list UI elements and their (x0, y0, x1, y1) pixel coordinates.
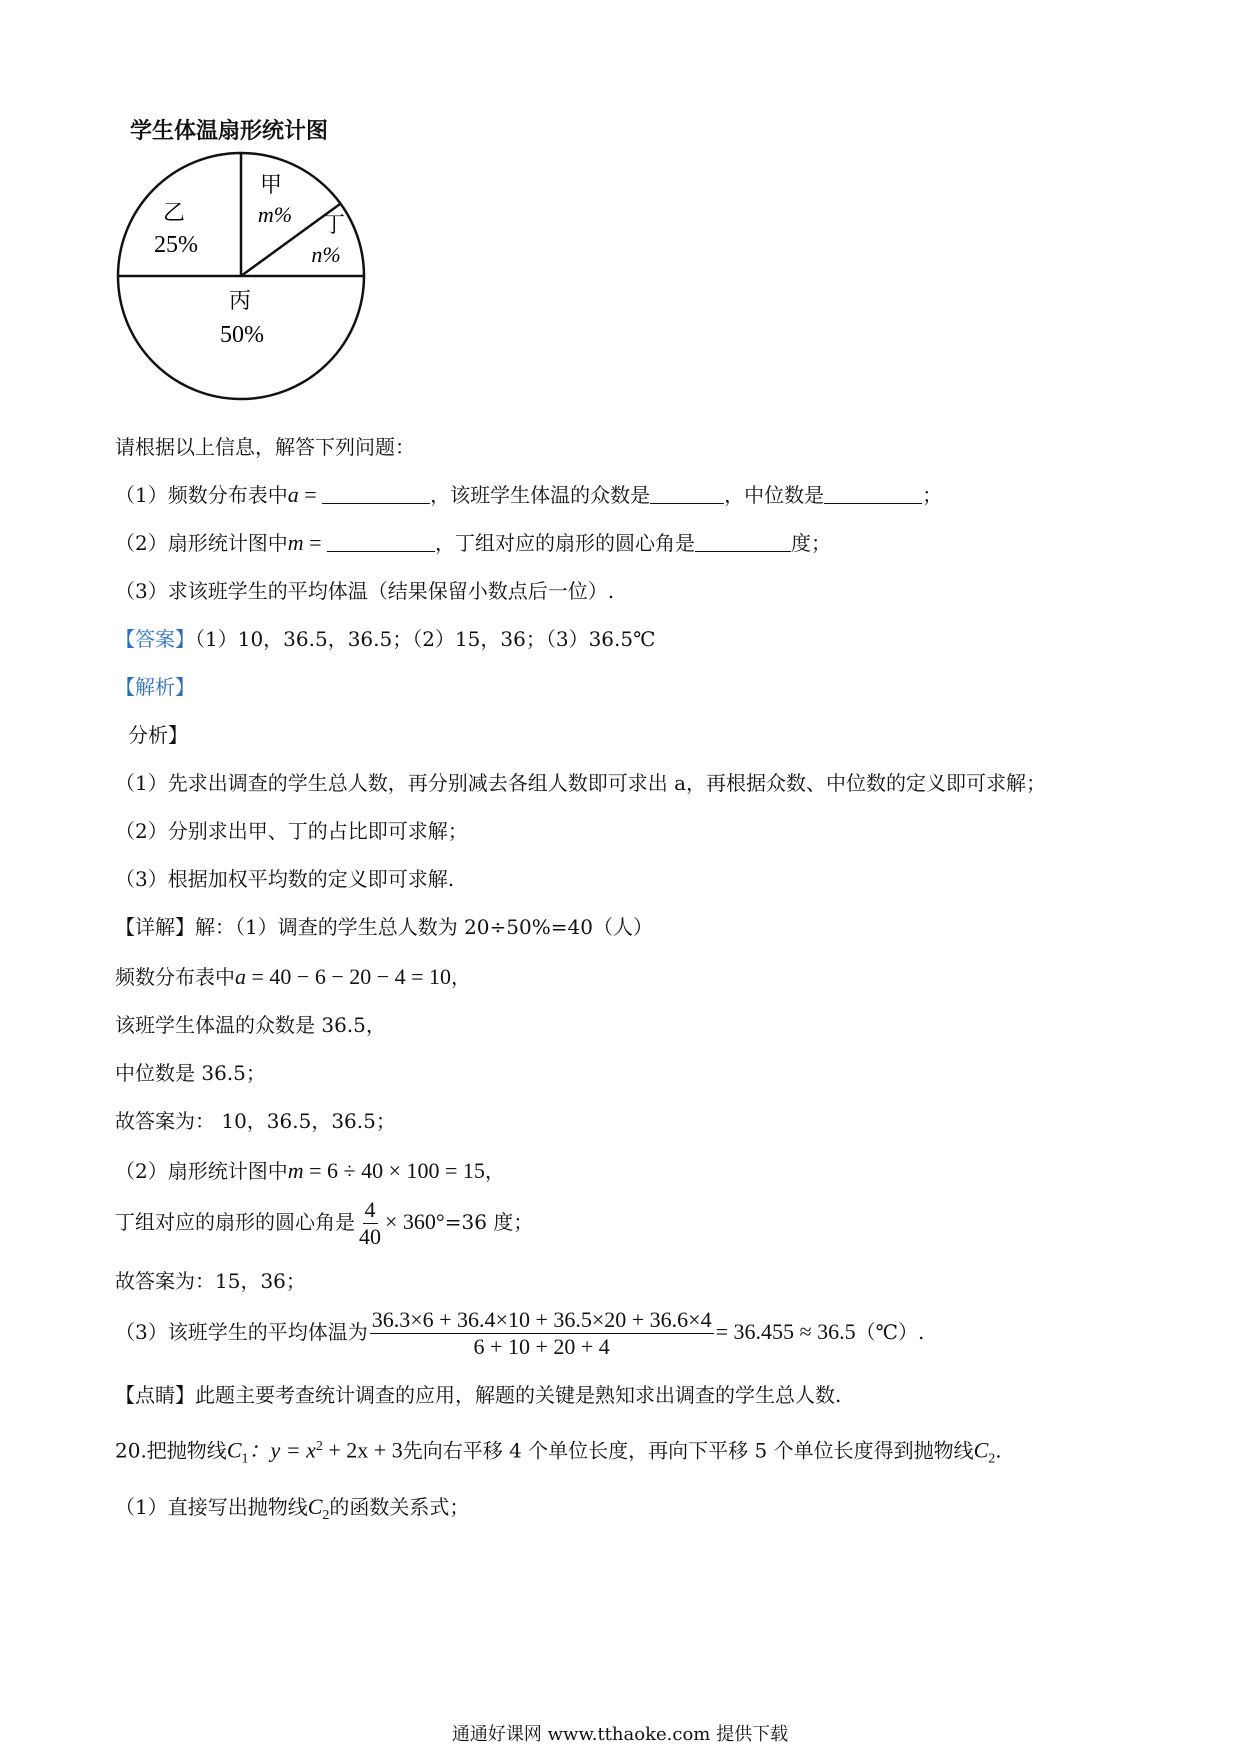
detail-line-8 (115, 1302, 924, 1362)
slice-label-bing-name: 丙 (228, 289, 252, 314)
analysis-tag (115, 672, 195, 702)
mean-denominator: 6 + 10 + 20 + 4 (473, 1334, 610, 1359)
q1-text-d: ； (922, 483, 943, 507)
d1-suffix: ， (451, 965, 472, 989)
p20-c1: C (226, 1437, 242, 1463)
problem-20 (115, 1432, 1002, 1475)
p20-sup: 2 (315, 1439, 323, 1454)
fenxi-step-3: （3）根据加权平均数的定义即可求解. (115, 867, 455, 891)
fraction-numerator: 4 (364, 1197, 376, 1222)
detail-line-2: 该班学生体温的众数是 36.5， (115, 1013, 386, 1037)
slice-label-jia-name: 甲 (259, 173, 283, 198)
d5-math: = 6 ÷ 40 × 100 = 15 (303, 1158, 485, 1183)
answer-blank-a[interactable] (322, 481, 430, 504)
p20-q1-sub: 2 (322, 1508, 330, 1523)
eq-sign: = (303, 530, 328, 555)
dianjing-line: 【点睛】此题主要考查统计调查的应用，解题的关键是熟知求出调查的学生总人数. (115, 1383, 842, 1407)
mean-fraction (370, 1307, 714, 1360)
question-3: （3）求该班学生的平均体温（结果保留小数点后一位）. (115, 579, 615, 603)
p20-c2-sub: 2 (988, 1451, 996, 1467)
p20-c2: C (973, 1437, 989, 1463)
fenxi-heading: 分析】 (128, 723, 188, 747)
q2-text-b: ，丁组对应的扇形的圆心角是 (435, 531, 696, 555)
slice-label-bing-value: 50% (220, 322, 264, 348)
d8-prefix: （3）该班学生的平均体温为 (115, 1320, 368, 1344)
detail-line-3: 中位数是 36.5； (115, 1061, 266, 1085)
var-m: m (287, 530, 304, 555)
answer-blank-angle[interactable] (695, 529, 791, 552)
d5-var: m (287, 1158, 304, 1183)
q1-text-a: （1）频数分布表中 (115, 483, 288, 507)
q1-text-b: ，该班学生体温的众数是 (430, 483, 651, 507)
mean-numerator: 36.3×6 + 36.4×10 + 36.5×20 + 36.6×4 (371, 1307, 712, 1332)
q1-text-c: ，中位数是 (724, 483, 825, 507)
eq-sign: = (298, 482, 323, 507)
detail-line-5 (115, 1156, 505, 1186)
d6-suffix: =36 度； (444, 1210, 534, 1234)
d5-suffix: ， (484, 1159, 505, 1183)
p20-eq: ：y = x (248, 1437, 316, 1463)
problem-20-q1 (115, 1492, 469, 1531)
slice-label-jia-value: m% (257, 202, 293, 227)
analysis-tag-text: 【解析】 (115, 675, 195, 699)
pie-chart (100, 140, 380, 410)
answer-tag: 【答案】 (115, 627, 195, 651)
slice-label-yi-value: 25% (154, 232, 198, 258)
question-2 (115, 528, 831, 558)
intro-line: 请根据以上信息，解答下列问题： (115, 435, 415, 459)
answer-line (115, 624, 656, 654)
detail-line-4: 故答案为： 10，36.5，36.5； (115, 1109, 396, 1133)
slice-label-yi-name: 乙 (162, 201, 186, 226)
d1-var: a (235, 964, 246, 989)
p20-end: . (995, 1438, 1002, 1463)
p20-prefix: 20.把抛物线 (115, 1438, 227, 1463)
d5-prefix: （2）扇形统计图中 (115, 1159, 288, 1183)
fenxi-step-1: （1）先求出调查的学生总人数，再分别减去各组人数即可求出 a，再根据众数、中位数的定义即可求解； (115, 771, 1047, 795)
slice-label-ding-value: n% (311, 242, 341, 267)
detail-heading: 【详解】解：（1）调查的学生总人数为 20÷50%=40（人） (115, 915, 653, 939)
q2-text-a: （2）扇形统计图中 (115, 531, 288, 555)
d8-suffix: （℃）. (855, 1320, 925, 1344)
answer-blank-m[interactable] (327, 529, 435, 552)
d1-math: = 40 − 6 − 20 − 4 = 10 (246, 964, 452, 989)
p20-q1-c: C (307, 1494, 323, 1519)
detail-line-1 (115, 962, 471, 992)
q2-text-c: 度； (791, 531, 832, 555)
p20-c1-sub: 1 (241, 1451, 249, 1467)
var-a: a (287, 482, 299, 507)
d6-prefix: 丁组对应的扇形的圆心角是 (115, 1210, 355, 1234)
d8-math: = 36.455 ≈ 36.5 (715, 1319, 856, 1344)
slice-label-ding-name: 丁 (322, 213, 346, 238)
detail-line-7: 故答案为：15，36； (115, 1269, 306, 1293)
fraction-denominator: 40 (359, 1224, 381, 1249)
p20-mid: 先向右平移 4 个单位长度，再向下平移 5 个单位长度得到抛物线 (402, 1438, 974, 1463)
d6-math: × 360° (385, 1209, 445, 1234)
fenxi-step-2: （2）分别求出甲、丁的占比即可求解； (115, 819, 468, 843)
chart-title: 学生体温扇形统计图 (130, 119, 329, 144)
answer-body: （1）10，36.5，36.5；（2）15，36；（3）36.5℃ (195, 627, 656, 651)
detail-line-6 (115, 1192, 533, 1252)
d1-prefix: 频数分布表中 (115, 965, 235, 989)
p20-q1-b: 的函数关系式； (329, 1495, 470, 1519)
fraction-4-40 (357, 1197, 383, 1250)
footer-source: 通通好课网 www.tthaoke.com 提供下载 (451, 1724, 789, 1745)
p20-q1-a: （1）直接写出抛物线 (115, 1495, 308, 1519)
answer-blank-median[interactable] (824, 481, 922, 504)
answer-blank-mode[interactable] (650, 481, 724, 504)
question-1 (115, 480, 942, 510)
p20-eq2: + 2x + 3 (322, 1437, 403, 1463)
